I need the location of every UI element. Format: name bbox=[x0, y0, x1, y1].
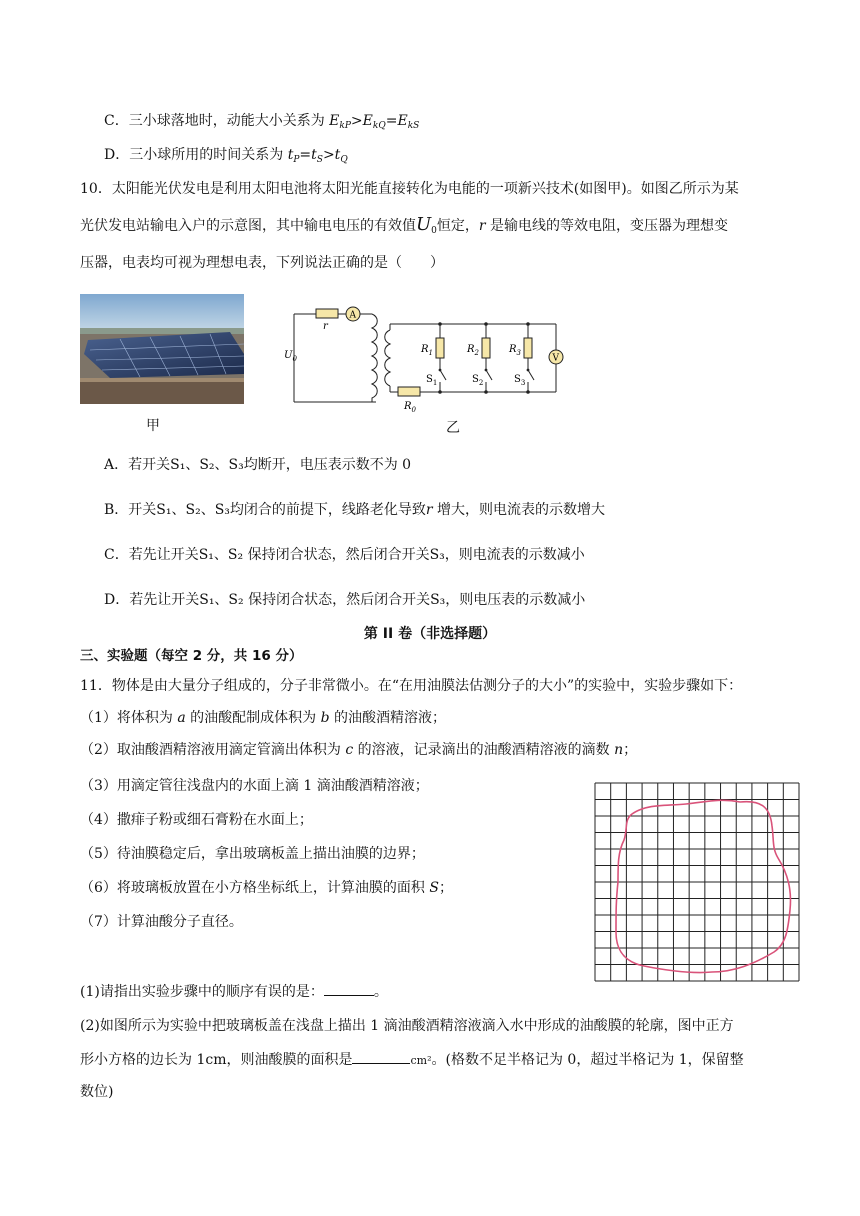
q10-line3: 压器，电表均可视为理想电表，下列说法正确的是（ ） bbox=[80, 255, 444, 271]
unit-text: cm² bbox=[410, 1054, 432, 1067]
q11-part1 bbox=[80, 981, 388, 1002]
formula-sub: Q bbox=[340, 155, 348, 165]
label-ammeter: A bbox=[349, 310, 356, 321]
label-r0: $R_0$ bbox=[404, 401, 416, 414]
label-s1: $S_1$ bbox=[426, 374, 438, 387]
formula-symbol: a bbox=[177, 710, 186, 726]
q10-text: 光伏发电站输电入户的示意图，其中输电电压的有效值 bbox=[80, 218, 416, 234]
label-u0: $U_0$ bbox=[284, 350, 297, 363]
formula-symbol: n bbox=[614, 742, 624, 758]
formula-sub: 0 bbox=[431, 226, 437, 236]
step-text: （6）将玻璃板放置在小方格坐标纸上，计算油膜的面积 bbox=[80, 880, 430, 896]
operator: > bbox=[322, 147, 335, 163]
q11-step5: （5）待油膜稳定后，拿出玻璃板盖上描出油膜的边界； bbox=[80, 846, 425, 862]
q11-part2-line3: 数位) bbox=[80, 1084, 114, 1100]
q10-option-d: D．若先让开关S₁、S₂ 保持闭合状态，然后闭合开关S₃，则电压表的示数减小 bbox=[104, 592, 586, 608]
formula-symbol: E bbox=[362, 113, 373, 129]
option-text: D．三小球所用的时间关系为 bbox=[104, 147, 288, 163]
part-text: 。(格数不足半格记为 0，超过半格记为 1，保留整 bbox=[431, 1052, 744, 1068]
transformer-circuit-diagram bbox=[280, 296, 570, 420]
label-s2: $S_2$ bbox=[472, 374, 484, 387]
q11-intro: 11．物体是由大量分子组成的，分子非常微小。在“在用油膜法估测分子的大小”的实验中，实验步骤如下： bbox=[80, 678, 743, 694]
label-voltmeter: V bbox=[552, 353, 559, 364]
formula-symbol: S bbox=[429, 880, 439, 896]
q11-step1 bbox=[80, 708, 446, 728]
q10-option-c: C．若先让开关S₁、S₂ 保持闭合状态，然后闭合开关S₃，则电流表的示数减小 bbox=[104, 547, 585, 563]
formula-symbol: r bbox=[425, 502, 433, 518]
q11-step4: （4）撒痱子粉或细石膏粉在水面上； bbox=[80, 812, 313, 828]
q10-option-b bbox=[104, 500, 605, 520]
q10-line1: 10．太阳能光伏发电是利用太阳电池将太阳光能直接转化为电能的一项新兴技术(如图甲)。如图乙所示为某 bbox=[80, 181, 739, 197]
label-r2: $R_2$ bbox=[467, 344, 479, 357]
label-r1: $R_1$ bbox=[421, 344, 433, 357]
label-r: r bbox=[323, 321, 328, 332]
answer-blank-1[interactable] bbox=[324, 981, 374, 996]
part-text: 形小方格的边长为 1cm，则油酸膜的面积是 bbox=[80, 1052, 353, 1068]
q11-step7: （7）计算油酸分子直径。 bbox=[80, 914, 243, 930]
solar-panel-photo bbox=[80, 294, 244, 404]
section-title: 第 II 卷（非选择题） bbox=[363, 626, 497, 642]
step-text: 的油酸酒精溶液； bbox=[329, 710, 447, 726]
q11-step3: （3）用滴定管往浅盘内的水面上滴 1 滴油酸酒精溶液； bbox=[80, 778, 429, 794]
formula-symbol: E bbox=[329, 113, 340, 129]
q11-part2-line1: (2)如图所示为实验中把玻璃板盖在浅盘上描出 1 滴油酸酒精溶液滴入水中形成的油酸膜的轮廓，图中正方 bbox=[80, 1018, 734, 1034]
step-text: ； bbox=[438, 880, 453, 896]
formula-symbol: t bbox=[334, 147, 341, 163]
option-c-prev bbox=[104, 111, 419, 136]
figure-a-caption: 甲 bbox=[146, 418, 160, 434]
figure-b-caption: 乙 bbox=[446, 420, 460, 436]
q11-step2 bbox=[80, 740, 637, 760]
formula-symbol: U bbox=[416, 214, 432, 235]
formula-symbol: t bbox=[311, 147, 317, 163]
answer-blank-2[interactable] bbox=[352, 1049, 410, 1064]
formula-sub: kQ bbox=[372, 121, 386, 131]
q11-step6 bbox=[80, 878, 453, 898]
q10-option-a: A．若开关S₁、S₂、S₃均断开，电压表示数不为 0 bbox=[104, 457, 412, 473]
formula-symbol: E bbox=[397, 113, 408, 129]
option-text: 增大，则电流表的示数增大 bbox=[432, 502, 606, 518]
label-s3: $S_3$ bbox=[514, 374, 526, 387]
operator: = bbox=[299, 147, 312, 163]
oil-film-grid-figure bbox=[594, 782, 800, 982]
q10-line2 bbox=[80, 215, 728, 241]
option-text: B．开关S₁、S₂、S₃均闭合的前提下，线路老化导致 bbox=[104, 502, 426, 518]
formula-sub: P bbox=[293, 155, 300, 165]
formula-sub: S bbox=[316, 155, 323, 165]
part-text: 。 bbox=[373, 984, 388, 1000]
step-text: （2）取油酸酒精溶液用滴定管滴出体积为 bbox=[80, 742, 346, 758]
formula-sub: kS bbox=[407, 121, 420, 131]
step-text: 的油酸配制成体积为 bbox=[185, 710, 321, 726]
formula-symbol: t bbox=[287, 147, 294, 163]
formula-symbol: r bbox=[478, 218, 486, 234]
operator: > bbox=[350, 113, 363, 129]
formula-sub: kP bbox=[339, 121, 351, 131]
q10-text: 是输电线的等效电阻，变压器为理想变 bbox=[485, 218, 729, 234]
label-r3: $R_3$ bbox=[509, 344, 521, 357]
formula-symbol: b bbox=[320, 710, 330, 726]
q10-text: 恒定， bbox=[436, 218, 479, 234]
section3-heading: 三、实验题（每空 2 分，共 16 分） bbox=[80, 648, 303, 664]
option-d-prev bbox=[104, 145, 348, 170]
option-text: C．三小球落地时，动能大小关系为 bbox=[104, 113, 330, 129]
step-text: 的溶液，记录滴出的油酸酒精溶液的滴数 bbox=[353, 742, 615, 758]
step-text: （1）将体积为 bbox=[80, 710, 178, 726]
formula-symbol: c bbox=[345, 742, 354, 758]
operator: = bbox=[385, 113, 398, 129]
step-text: ； bbox=[623, 742, 638, 758]
q11-part2-line2 bbox=[80, 1049, 744, 1071]
part-text: (1)请指出实验步骤中的顺序有误的是： bbox=[80, 984, 324, 1000]
